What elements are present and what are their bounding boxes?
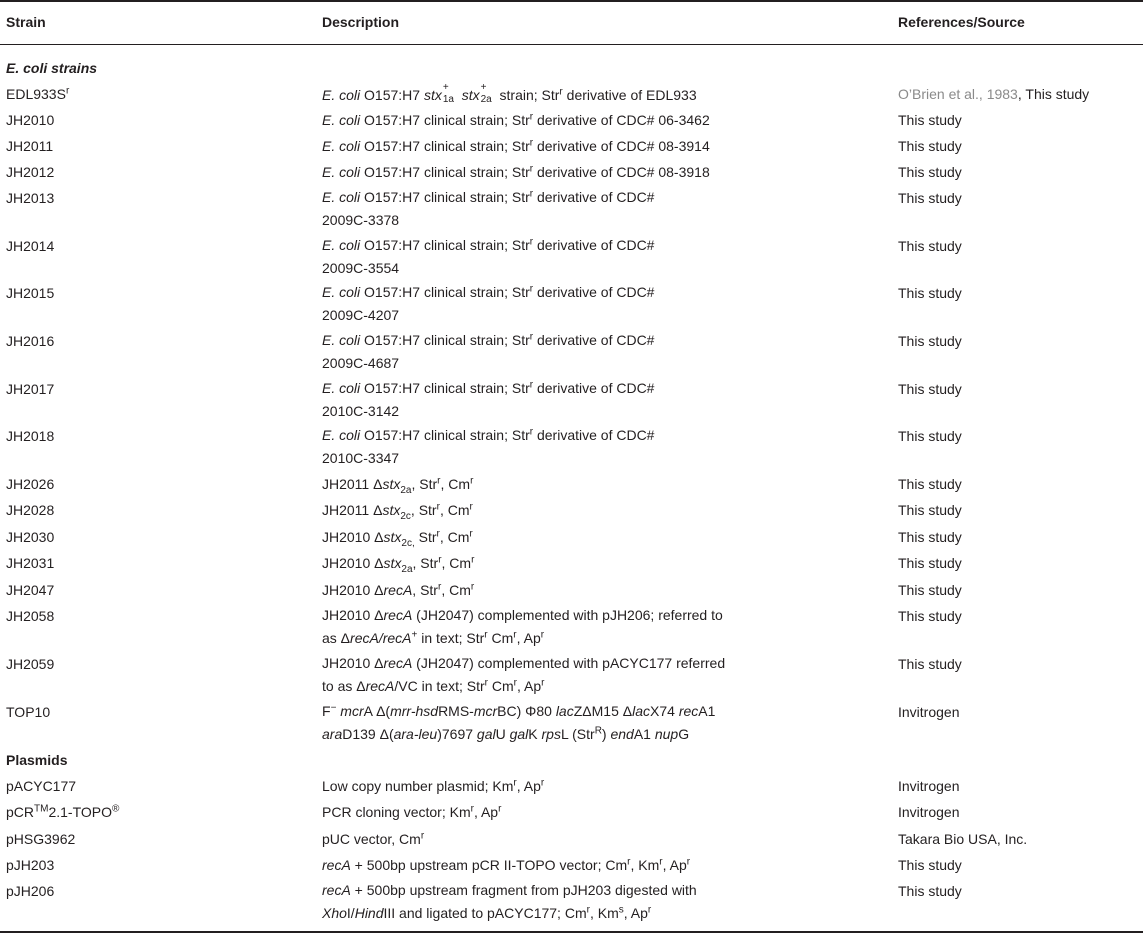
- table-top-rule: [0, 0, 1143, 2]
- section-ecoli-strains: E. coli strains: [6, 60, 98, 76]
- header-description: Description: [322, 14, 400, 30]
- reference-cell: O’Brien et al., 1983, This study: [898, 86, 1090, 102]
- table-bottom-rule: [0, 931, 1143, 933]
- citation-link[interactable]: O’Brien et al., 1983: [898, 86, 1018, 102]
- header-strain: Strain: [6, 14, 46, 30]
- strain-cell: $EDL933S^r$: [6, 85, 70, 102]
- description-cell: E. coli O157:H7 stx + 1a stx + 2a strain; Str$^r$ derivative of EDL933: [322, 82, 697, 105]
- header-references: References/Source: [898, 14, 1025, 30]
- table-header-rule: [0, 44, 1143, 45]
- section-plasmids: Plasmids: [6, 752, 68, 768]
